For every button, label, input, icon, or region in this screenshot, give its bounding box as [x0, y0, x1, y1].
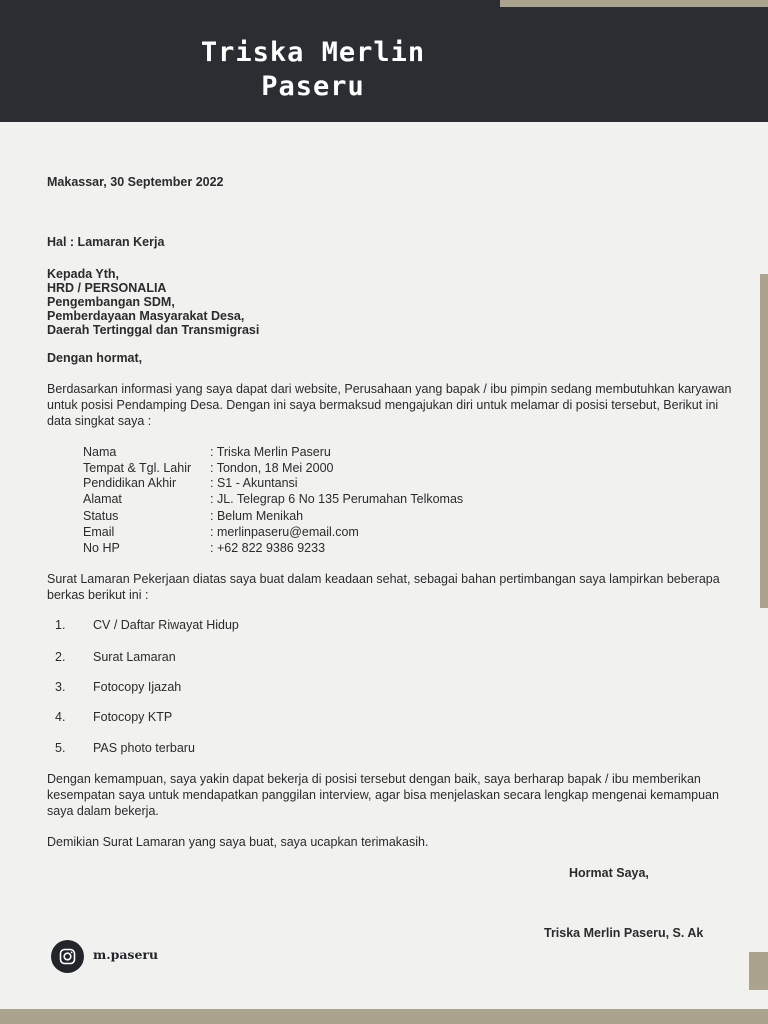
signature-name: Triska Merlin Paseru, S. Ak — [544, 926, 704, 940]
list-item-number: 2. — [55, 650, 66, 664]
subject-line: Hal : Lamaran Kerja — [47, 235, 165, 249]
name-line-2: Paseru — [261, 71, 365, 102]
field-value: : JL. Telegrap 6 No 135 Perumahan Telkomas — [210, 492, 464, 506]
field-label: Alamat — [83, 492, 122, 506]
name-line-1: Triska Merlin — [200, 37, 426, 68]
field-label: Email — [83, 525, 115, 539]
header-accent-bar — [500, 0, 768, 7]
instagram-icon — [59, 948, 76, 965]
place-date: Makassar, 30 September 2022 — [47, 175, 224, 189]
field-value: : Belum Menikah — [210, 509, 304, 523]
field-value: : Tondon, 18 Mei 2000 — [210, 461, 334, 475]
list-item-number: 4. — [55, 710, 66, 724]
list-item: Fotocopy KTP — [93, 710, 173, 724]
field-label: No HP — [83, 541, 120, 555]
sign-off: Hormat Saya, — [569, 866, 649, 880]
field-label: Tempat & Tgl. Lahir — [83, 461, 192, 475]
applicant-name-title — [140, 36, 486, 104]
field-value: : Triska Merlin Paseru — [210, 445, 331, 459]
field-label: Status — [83, 509, 119, 523]
recipient-line: Pemberdayaan Masyarakat Desa, — [47, 309, 245, 323]
field-label: Pendidikan Akhir — [83, 476, 177, 490]
instagram-badge[interactable] — [51, 940, 84, 973]
field-value: : +62 822 9386 9233 — [210, 541, 326, 555]
closing-thanks: Demikian Surat Lamaran yang saya buat, saya ucapkan terimakasih. — [47, 835, 429, 849]
field-label: Nama — [83, 445, 117, 459]
attachments-intro: Surat Lamaran Pekerjaan diatas saya buat dalam keadaan sehat, sebagai bahan pertimbangan saya lampirkan beberapa berkas berikut ini : — [47, 572, 720, 602]
recipient-line: HRD / PERSONALIA — [47, 281, 167, 295]
instagram-handle[interactable]: m.paseru — [93, 947, 159, 962]
bottom-accent-bar — [0, 1009, 768, 1024]
list-item-number: 5. — [55, 741, 66, 755]
list-item: CV / Daftar Riwayat Hidup — [93, 618, 239, 632]
field-value: : S1 - Akuntansi — [210, 476, 298, 490]
list-item: PAS photo terbaru — [93, 741, 195, 755]
intro-paragraph: Berdasarkan informasi yang saya dapat dari website, Perusahaan yang bapak / ibu pimpin sedang membutuhkan karyawan untuk posisi Pendamping Desa. Dengan ini saya bermaksud mengajukan diri untuk melamar di posisi tersebut, Berikut ini data singkat saya : — [47, 382, 732, 428]
recipient-line: Kepada Yth, — [47, 267, 120, 281]
greeting: Dengan hormat, — [47, 351, 143, 365]
list-item-number: 3. — [55, 680, 66, 694]
side-accent-block — [749, 952, 768, 990]
list-item: Fotocopy Ijazah — [93, 680, 182, 694]
list-item: Surat Lamaran — [93, 650, 176, 664]
closing-paragraph: Dengan kemampuan, saya yakin dapat bekerja di posisi tersebut dengan baik, saya berharap bapak / ibu memberikan kesempatan saya untuk mendapatkan panggilan interview, agar bisa menjelaskan secara lengkap mengenai kemampuan saya dalam bekerja. — [47, 772, 719, 818]
field-value: : merlinpaseru@email.com — [210, 525, 359, 539]
recipient-line: Pengembangan SDM, — [47, 295, 175, 309]
list-item-number: 1. — [55, 618, 66, 632]
side-accent-bar — [760, 274, 768, 608]
recipient-line: Daerah Tertinggal dan Transmigrasi — [47, 323, 260, 337]
